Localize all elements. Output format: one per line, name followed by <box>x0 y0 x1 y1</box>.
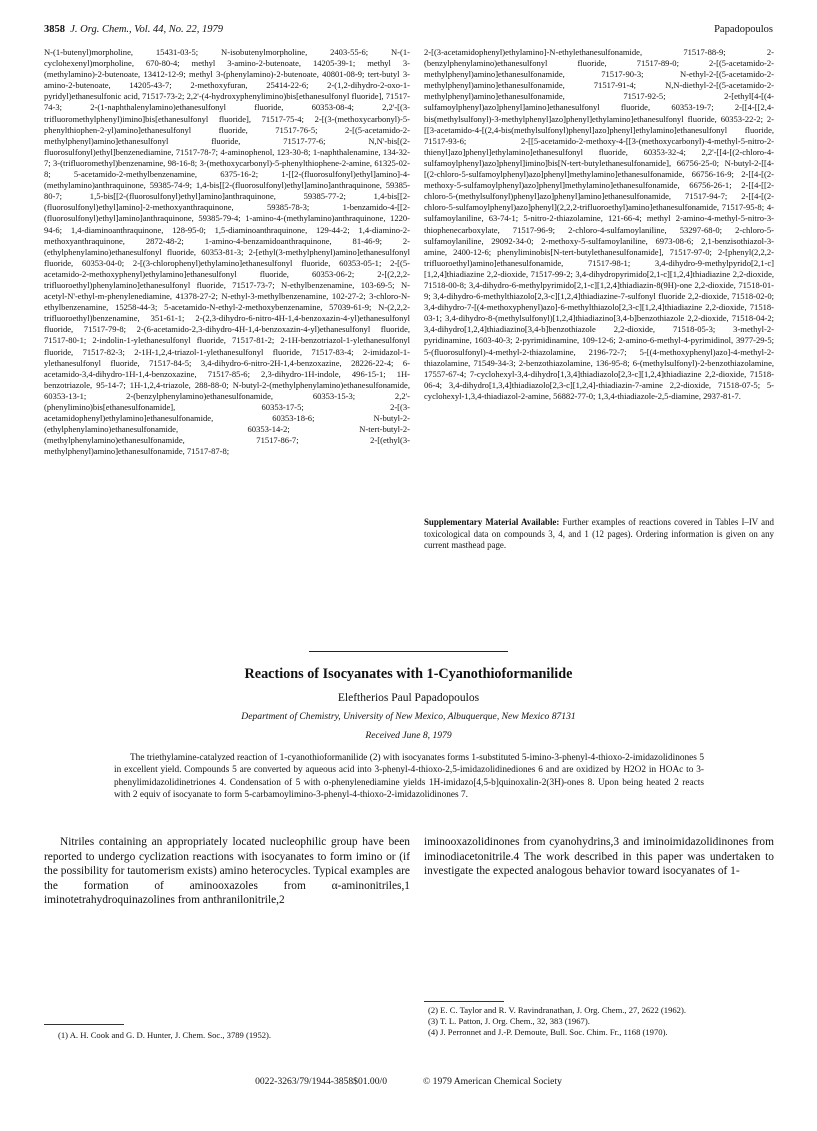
footnote-2: (2) E. C. Taylor and R. V. Ravindranathan, J. Org. Chem., 27, 2622 (1962). <box>428 1005 686 1015</box>
copyright: © 1979 American Chemical Society <box>423 1076 562 1087</box>
supplementary-text: Further examples of reactions covered in Tables I–IV and toxicological data on compounds 3, 4, and 1 (12 pages). Ordering information is given on any current masthead page. <box>424 517 774 551</box>
abstract: The triethylamine-catalyzed reaction of 1-cyanothioformanilide (2) with isocyanates forms 1-substituted 5-imino-3-phenyl-4-thioxo-2-imidazolidinones 5 in excellent yield. Compounds 5 are converted by aqueous acid into 3-phenyl-4-thioxo-2,5-imidazolidinediones 6 and are oxidized by H2O2 in HOAc to 3-phenylimidazolidinetriones 4. Condensation of 5 with o-phenylenediamine yields 1H-imidazo[4,5-b]quinoxalin-2(3H)-ones 8. Upon being heated 2 reacts with 2 equiv of isocyanate to form 5-carbamoylimino-3-phenyl-4-thioxo-2-imidazolidinones 7. <box>114 753 704 800</box>
journal-name: J. Org. Chem., Vol. 44, No. 22, 1979 <box>70 24 223 35</box>
article-title: Reactions of Isocyanates with 1-Cyanothioformanilide <box>244 666 573 682</box>
body-text-right: iminooxazolidinones from cyanohydrins,3 and iminoimidazolidinones from iminodiacetonitrile.4 The work described in this paper was undertaken to investigate the expected analogous behavior toward isocyanates of 1- <box>424 836 774 878</box>
footnote-4: (4) J. Perronnet and J.-P. Demoute, Bull. Soc. Chim. Fr., 1168 (1970). <box>428 1027 668 1037</box>
supplementary-material <box>424 517 774 577</box>
footnotes-left <box>58 1030 410 1041</box>
section-divider <box>309 651 508 652</box>
supplementary-heading: Supplementary Material Available: <box>424 517 560 527</box>
running-head <box>44 24 773 38</box>
registry-numbers-right: 2-[(3-acetamidophenyl)ethylamino]-N-ethylethanesulfonamide, 71517-88-9; 2-(benzylphenylamino)ethanesulfonyl fluoride, 71517-89-0; 2-[(5-acetamido-2-methylphenyl)amino]ethanesulfonamide, 71517-90-3; N-ethyl-2-[(5-acetamido-2-methylphenyl)amino]ethanesulfonamide, 71517-91-4; N,N-diethyl-2-[(5-acetamido-2-methylphenyl)amino]ethanesulfonamide, 71517-92-5; 2-[ethyl[4-[(4-sulfamoylphenyl)azo]phenyl]amino]ethanesulfonyl fluoride, 60353-19-7; 2-[[4-[[2,4-bis(methylsulfonyl)-3-methylphenyl]azo]phenyl]ethylamino]ethanesulfonyl fluoride, 60353-22-2; 2-[[3-acetamido-4-[(2,4-bis(methylsulfonyl)phenyl]azo]phenyl]ethylamino]ethanesulfonyl fluoride, 71517-93-6; 2-[[5-acetamido-2-methoxy-4-[[3-(methoxycarbonyl)-4-methyl-5-nitro-2-thienyl]azo]phenyl]ethylamino]ethanesulfonyl fluoride, 60353-32-4; 2,2'-[[4-[(2-chloro-4-sulfamoylphenyl)azo]phenyl]imino]bis[N-tert-butylethanesulfonamide], 66756-25-0; N-butyl-2-[[4-[(2-chloro-5-sulfamoylphenyl)azo]phenyl]methylamino]ethanesulfonamide, 66756-16-9; 2-[[4-[(2-methoxy-5-sulfamoylphenyl)azo]phenyl]methylamino]ethanesulfonamide, 66756-26-1; 2-[[4-[[2-chloro-5-(methylsulfonyl)phenyl]azo]phenyl]amino]ethanesulfonamide, 71517-94-7; 2-[[4-[(2-chloro-5-sulfamoylphenyl)azo]phenyl](2,2,2-trifluoroethyl)amino]ethanesulfonamide, 71517-95-8; 4-sulfamoylaniline, 63-74-1; 5-nitro-2-thiazolamine, 121-66-4; methyl 2-amino-4-methyl-5-nitro-3-thiophenecarboxylate, 71517-96-9; 2-chloro-4-sulfamoylaniline, 53297-68-0; 2-chloro-5-sulfamoylaniline, 29092-34-0; 2-methoxy-5-sulfamoylaniline, 6973-08-6; 2,1-benzisothiazol-3-amine, 2400-12-6; phenyliminobis[N-tert-butylethanesulfonamide], 71517-97-0; 2-[phenyl(2,2,2-trifluoroethyl)amino]ethanesulfonamide, 71517-98-1; 3,4-dihydro-9-methylpyrido[2,1-c][1,2,4]thiadiazine 2,2-dioxide, 71517-99-2; 3,4-dihydropyrimido[2,1-c][1,2,4]thiadiazine 2,2-dioxide, 71518-00-8; 3,4-dihydro-6-methylpyrimido[2,1-c][1,2,4]thiadiazin-8(9H)-one 2,2-dioxide, 71518-01-9; 3,4-dihydro-6-methylthiazolo[2,3-c][1,2,4]thiadiazine-7-sulfonyl fluoride 2,2-dioxide, 71518-02-0; 3,4-dihydro-7-[(4-methoxyphenyl)azo]-6-methylthiazolo[2,3-c][1,2,4]thiadiazine 2,2-dioxide, 71518-03-1; 3,4-dihydro-8-(methylsulfonyl)[1,2,4]thiadiazino[3,4-b]benzothiazole 2,2-dioxide, 71518-04-2; 3,4-dihydro[1,2,4]thiadiazino[3,4-b]benzothiazole 2,2-dioxide, 71518-05-3; 3-methyl-2-pyridinamine, 1603-40-3; 2-pyrimidinamine, 109-12-6; 2-amino-6-methyl-4-pyrimidinol, 3977-29-5; 5-(fluorosulfonyl)-4-methyl-2-thiazolamine, 2196-72-7; 5-[(4-methoxyphenyl)azo]-4-methyl-2-thiazolamine, 71549-34-3; 2-benzothiazolamine, 136-95-8; 6-(methylsulfonyl)-2-benzothiazolamine, 17557-67-4; 7-cyclohexyl-3,4-dihydro[1,3,4]thiadiazolo[2,3-c][1,2,4]thiadiazine 2,2-dioxide, 71518-06-4; 3,4-dihydro[1,3,4]thiadiazolo[2,3-c][1,2,4]-thiadiazin-7-amine 2,2-dioxide, 71518-07-5; 5-cyclohexyl-1,3,4-thiadiazol-2-amine, 56882-77-0; 1,3,4-thiadiazole-2,5-diamine, 2937-81-7. <box>424 47 774 401</box>
body-text-left: Nitriles containing an appropriately located nucleophilic group have been reported to undergo cyclization reactions with isocyanates to form imino or (if the possibility for tautomerism exists) amino heterocycles. Typical examples are the formation of aminooxazoles from α-aminonitriles,1 iminotetrahydroquinazolines from anthranilonitrile,2 <box>44 836 410 907</box>
footnotes-right <box>424 1005 774 1038</box>
footnote-rule-right <box>424 1001 504 1002</box>
article-author: Eleftherios Paul Papadopoulos <box>337 692 480 704</box>
footnote-rule-left <box>44 1024 124 1025</box>
page-journal-citation <box>44 24 223 35</box>
registry-numbers-left: N-(1-butenyl)morpholine, 15431-03-5; N-isobutenylmorpholine, 2403-55-6; N-(1-cyclohexenyl)morpholine, 670-80-4; methyl 3-amino-2-butenoate, 14205-39-1; methyl 3-(methylamino)-2-butenoate, 13412-12-9; methyl 3-(phenylamino)-2-butenoate, 40801-08-9; tert-butyl 3-amino-2-butenoate, 14205-43-7; 2-methoxyfuran, 25414-22-6; 2-(1,2-dihydro-2-oxo-1-pyridyl)ethanesulfonic acid, 71517-73-2; 2,2'-(4-hydroxyphenylimino)bis[ethanesulfonyl fluoride], 71517-74-3; 2-(1-naphthalenylamino)ethanesulfonyl fluoride, 60353-08-4; 2,2'-[(3-trifluoromethylphenyl)imino]bis[ethanesulfonyl fluoride], 71517-75-4; 2-[(3-(methoxycarbonyl)-5-phenylthiophen-2-yl)amino]ethanesulfonyl fluoride, 71517-76-5; 2-[(5-acetamido-2-methylphenyl)amino]ethanesulfonyl fluoride, 71517-77-6; N,N'-bis[(2-fluorosulfonyl)ethyl]benzenediamine, 71517-78-7; 4-aminophenol, 123-30-8; 1-naphthalenamine, 134-32-7; 3-(trifluoromethyl)benzenamine, 98-16-8; 3-(methoxycarbonyl)-5-phenylthiophene-2-amine, 61325-02-8; 5-acetamido-2-methylbenzenamine, 6375-16-2; 1-[[2-(fluorosulfonyl)ethyl]amino]-4-(methylamino)anthraquinone, 59385-74-9; 1,4-bis[[2-(fluorosulfonyl)ethyl]amino]anthraquinone, 59385-80-7; 1,5-bis[[2-(fluorosulfonyl)ethyl]amino]anthraquinone, 59385-77-2; 1,4-bis[[2-(fluorosulfonyl)ethyl]amino]-2-methoxyanthraquinone, 59385-78-3; 1-benzamido-4-[[2-(fluorosulfonyl)ethyl]amino]anthraquinone, 59385-79-4; 1-amino-4-(methylamino)anthraquinone, 1220-94-6; 1,4-diaminoanthraquinone, 128-95-0; 1,5-diaminoanthraquinone, 129-44-2; 1,4-diamino-2-methoxyanthraquinone, 2872-48-2; 1-amino-4-benzamidoanthraquinone, 81-46-9; 2-(ethylphenylamino)ethanesulfonyl fluoride, 60353-81-3; 2-[ethyl(3-methylphenyl)amino]ethanesulfonyl fluoride, 60353-04-0; 2-[(3-chlorophenyl)ethylamino]ethanesulfonyl fluoride, 60353-05-1; 2-[(5-acetamido-2-methoxyphenyl)ethylamino]ethanesulfonyl fluoride, 60353-06-2; 2-[(2,2,2-trifluoroethyl)phenylamino]ethanesulfonyl fluoride, 71517-73-7; N-ethylbenzenamine, 103-69-5; N-acetyl-N'-ethyl-m-phenylenediamine, 41378-27-2; N-ethyl-3-methylbenzenamine, 102-27-2; 3-chloro-N-ethylbenzenamine, 15258-44-3; 5-acetamido-N-ethyl-2-methoxybenzenamine, 57039-61-9; N-(2,2,2-trifluoroethyl)benzenamine, 351-61-1; 2-(2,3-dihydro-6-nitro-4H-1,4-benzoxazin-4-yl)ethanesulfonyl fluoride, 71517-79-8; 2-(6-acetamido-2,3-dihydro-4H-1,4-benzoxazin-4-yl)ethanesulfonyl fluoride, 71517-80-1; 2-indolin-1-ylethanesulfonyl fluoride, 71517-81-2; 2-1H-benzotriazol-1-ylethanesulfonyl fluoride, 71517-82-3; 2-1H-1,2,4-triazol-1-ylethanesulfonyl fluoride, 71517-83-4; 2-imidazol-1-ylethanesulfonyl fluoride, 71517-84-5; 3,4-dihydro-6-nitro-2H-1,4-benzoxazine, 28226-22-4; 6-acetamido-3,4-dihydro-1H-1,4-benzoxazine, 71517-85-6; 2,3-dihydro-1H-indole, 496-15-1; 1H-benzotriazole, 95-14-7; 1H-1,2,4-triazole, 288-88-0; N-butyl-2-(methylphenylamino)ethanesulfonamide, 60353-13-1; 2-(benzylphenylamino)ethanesulfonamide, 60353-15-3; 2,2'-(phenylimino)bis[ethanesulfonamide], 60353-17-5; 2-[(3-acetamidophenyl)ethylamino]ethanesulfonamide, 60353-18-6; N-butyl-2-(ethylphenylamino)ethanesulfonamide, 60353-14-2; N-tert-butyl-2-(methylphenylamino)ethanesulfonamide, 71517-86-7; 2-[(ethyl(3-methylphenyl)amino]ethanesulfonamide, 71517-87-8; <box>44 47 410 457</box>
article-affiliation: Department of Chemistry, University of New Mexico, Albuquerque, New Mexico 87131 <box>241 711 576 722</box>
running-author: Papadopoulos <box>714 24 773 35</box>
footnote-3: (3) T. L. Patton, J. Org. Chem., 32, 383 (1967). <box>428 1016 590 1026</box>
footnote-1: (1) A. H. Cook and G. D. Hunter, J. Chem. Soc., 3789 (1952). <box>58 1030 272 1040</box>
page-number: 3858 <box>44 24 65 35</box>
page-footer <box>44 1076 773 1087</box>
article-code: 0022-3263/79/1944-3858$01.00/0 <box>255 1076 387 1087</box>
received-date: Received June 8, 1979 <box>365 730 452 741</box>
